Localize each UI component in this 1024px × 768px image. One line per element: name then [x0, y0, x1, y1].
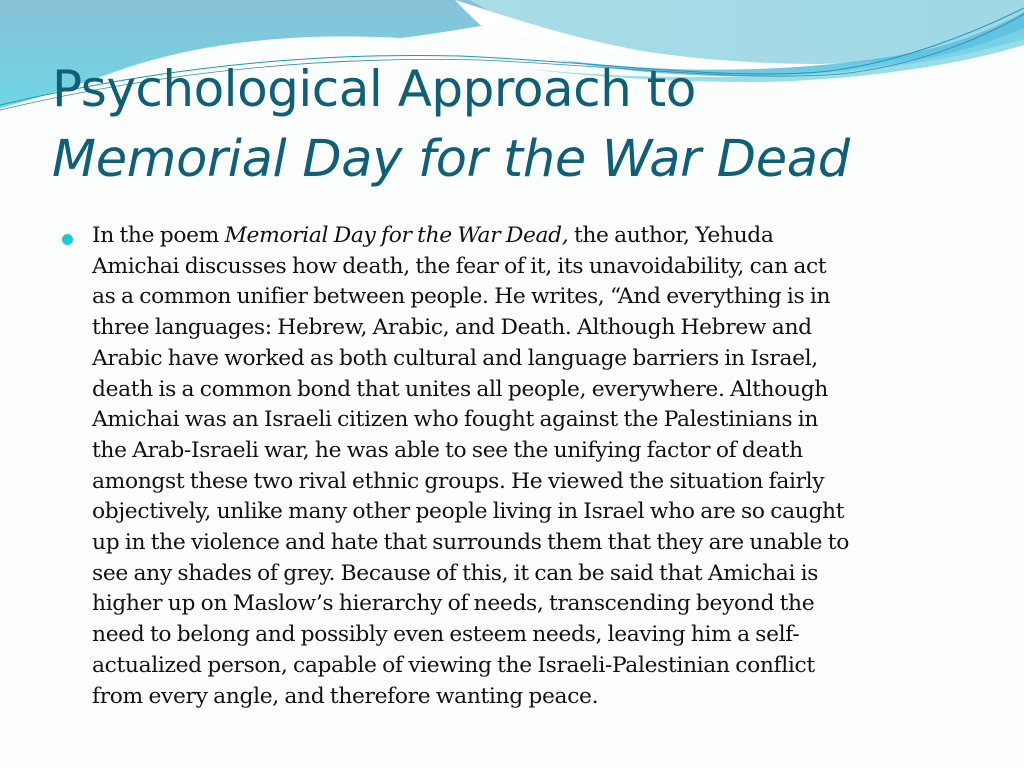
text-line: as a common unifier between people. He writes, “And everything is in — [92, 284, 831, 310]
text-line: up in the violence and hate that surrounds them that they are unable to — [92, 530, 849, 556]
title-line-2-poem-name: Memorial Day for the War Dead — [52, 130, 850, 189]
text-line: Amichai was an Israeli citizen who fought against the Palestinians in — [92, 407, 819, 433]
text-line: Arabic have worked as both cultural and language barriers in Israel, — [92, 345, 818, 371]
text-line: death is a common bond that unites all people, everywhere. Although — [92, 376, 828, 402]
bullet-dot-icon — [62, 234, 73, 245]
text-line: need to belong and possibly even esteem needs, leaving him a self- — [92, 622, 800, 648]
line-0: the author, Yehuda — [568, 223, 774, 248]
text-line — [92, 221, 982, 252]
intro-text: In the poem — [92, 223, 225, 248]
text-line: three languages: Hebrew, Arabic, and Death. Although Hebrew and — [92, 315, 812, 341]
text-line: objectively, unlike many other people living in Israel who are so caught — [92, 499, 845, 525]
text-line: the Arab-Israeli war, he was able to see the unifying factor of death — [92, 437, 803, 463]
text-line: Amichai discusses how death, the fear of it, its unavoidability, can act — [92, 253, 827, 279]
text-line: from every angle, and therefore wanting peace. — [92, 683, 599, 709]
bullet-paragraph — [92, 221, 982, 712]
poem-title-italic: Memorial Day for the War Dead, — [224, 223, 569, 248]
text-line: actualized person, capable of viewing the Israeli-Palestinian conflict — [92, 652, 815, 678]
text-line: see any shades of grey. Because of this, it can be said that Amichai is — [92, 560, 819, 586]
text-line: amongst these two rival ethnic groups. He viewed the situation fairly — [92, 468, 825, 494]
slide-title — [52, 58, 850, 200]
title-line-1: Psychological Approach to — [52, 60, 696, 118]
text-line: higher up on Maslow’s hierarchy of needs, transcending beyond the — [92, 591, 815, 617]
